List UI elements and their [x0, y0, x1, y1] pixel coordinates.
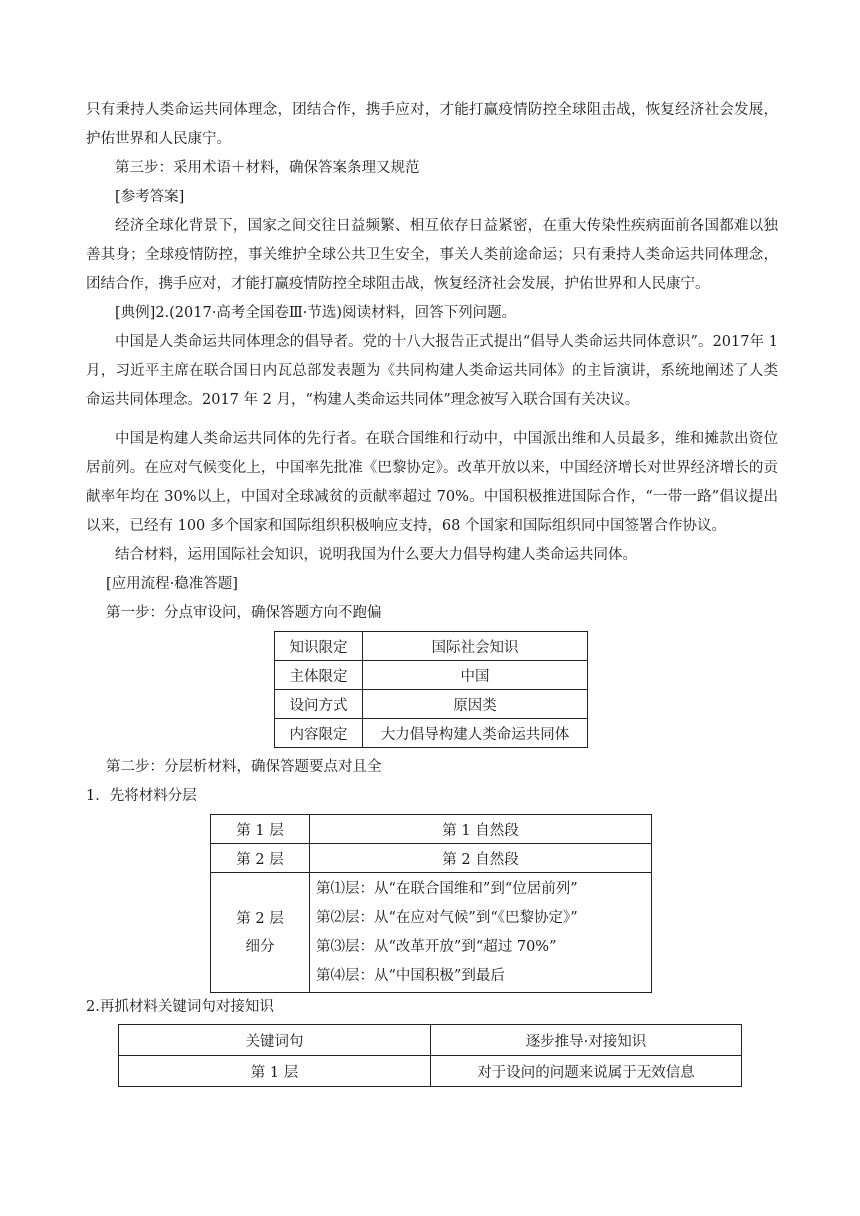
- layer-item: 第⑴层：从“在联合国维和”到“位居前列”: [316, 880, 578, 897]
- material-paragraph-1: 中国是人类命运共同体理念的倡导者。党的十八大报告正式提出“倡导人类命运共同体意识”。2017年 1 月，习近平主席在联合国日内瓦总部发表题为《共同构建人类命运共同体》的主旨演讲，系统地阐述了人类命运共同体理念。2017 年 2 月，“构建人类命运共同体”理念被写入联合国有关决议。: [86, 334, 778, 408]
- table-cell: 知识限定: [275, 632, 363, 661]
- table-row: [211, 873, 652, 993]
- step-one: 第一步：分点审设问，确保答题方向不跑偏: [106, 605, 382, 621]
- table-row: [119, 1056, 742, 1087]
- table-row: [275, 719, 588, 748]
- table-cell: [310, 873, 652, 993]
- process-heading: [应用流程·稳准答题]: [106, 576, 238, 592]
- table-cell: 第 1 自然段: [310, 815, 652, 844]
- table-cell: 原因类: [363, 690, 588, 719]
- step-two: 第二步：分层析材料，确保答题要点对且全: [106, 759, 382, 775]
- table-cell: 设问方式: [275, 690, 363, 719]
- table-row: [275, 690, 588, 719]
- layer-label-a: 第 2 层: [236, 910, 284, 927]
- table-header-cell: 逐步推导·对接知识: [431, 1025, 742, 1056]
- table-row: [119, 1025, 742, 1056]
- table-row: [211, 844, 652, 873]
- analysis-table: [274, 631, 588, 748]
- layer-item: 第⑶层：从“改革开放”到“超过 70%”: [316, 938, 557, 955]
- layer-item: 第⑵层：从“在应对气候”到“《巴黎协定》”: [316, 909, 578, 926]
- table-cell: 内容限定: [275, 719, 363, 748]
- layer-item: 第⑷层：从“中国积极”到最后: [316, 967, 505, 984]
- layering-table: [210, 814, 652, 993]
- table-header-cell: 关键词句: [119, 1025, 431, 1056]
- table-cell: 第 1 层: [211, 815, 310, 844]
- table-row: [275, 632, 588, 661]
- table-cell: 主体限定: [275, 661, 363, 690]
- keyword-table: [118, 1024, 742, 1087]
- subheading-keywords: 2.再抓材料关键词句对接知识: [86, 999, 274, 1015]
- table-cell: 中国: [363, 661, 588, 690]
- table-row: [211, 815, 652, 844]
- material-paragraph-2: 中国是构建人类命运共同体的先行者。在联合国维和行动中，中国派出维和人员最多，维和摊款出资位居前列。在应对气候变化上，中国率先批准《巴黎协定》。改革开放以来，中国经济增长对世界经济增长的贡献率年均在 30%以上，中国对全球减贫的贡献率超过 70%。中国积极推进国际合作，“一带一路”倡议提出以来，已经有 100 多个国家和国际组织积极响应支持，68 个国家和国际组织同中国签署合作协议。: [86, 431, 778, 534]
- example-heading: [典例]2.(2017·高考全国卷Ⅲ·节选)阅读材料，回答下列问题。: [115, 305, 517, 321]
- table-cell: 国际社会知识: [363, 632, 588, 661]
- question-text: 结合材料，运用国际社会知识，说明我国为什么要大力倡导构建人类命运共同体。: [115, 547, 637, 563]
- table-cell: [211, 873, 310, 993]
- reference-answer-heading: [参考答案]: [115, 189, 185, 205]
- layer-label-b: 细分: [245, 938, 275, 955]
- step-three: 第三步：采用术语＋材料，确保答案条理又规范: [115, 160, 420, 176]
- paragraph-conclusion: 只有秉持人类命运共同体理念，团结合作，携手应对，才能打赢疫情防控全球阻击战，恢复经济社会发展，护佑世界和人民康宁。: [86, 102, 778, 147]
- table-cell: 第 2 自然段: [310, 844, 652, 873]
- reference-answer-text: 经济全球化背景下，国家之间交往日益频繁、相互依存日益紧密，在重大传染性疾病面前各国都难以独善其身；全球疫情防控，事关维护全球公共卫生安全，事关人类前途命运；只有秉持人类命运共同体理念，团结合作，携手应对，才能打赢疫情防控全球阻击战，恢复经济社会发展，护佑世界和人民康宁。: [86, 218, 778, 292]
- table-cell: 第 2 层: [211, 844, 310, 873]
- table-cell: 对于设问的问题来说属于无效信息: [431, 1056, 742, 1087]
- table-row: [275, 661, 588, 690]
- subheading-layering: 1．先将材料分层: [86, 788, 197, 804]
- table-cell: 第 1 层: [119, 1056, 431, 1087]
- table-cell: 大力倡导构建人类命运共同体: [363, 719, 588, 748]
